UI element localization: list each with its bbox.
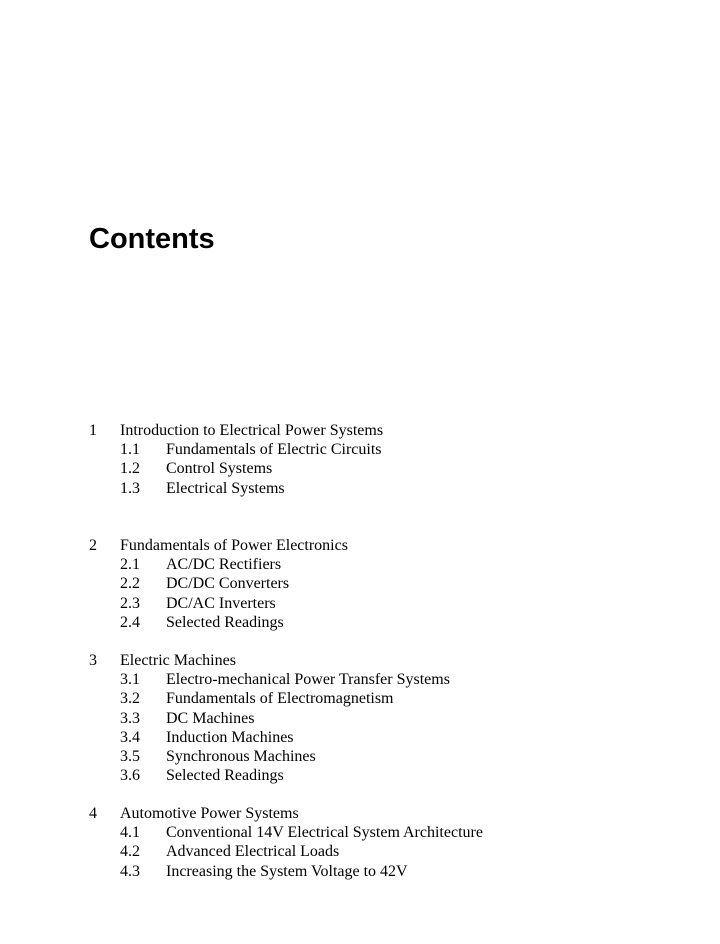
toc-chapter-1 [0,421,720,498]
toc-chapter-3 [0,651,720,785]
chapter-title: Electric Machines [120,652,236,669]
toc-section-entry[interactable] [0,555,720,574]
section-number: 4.1 [120,824,140,842]
section-number: 3.2 [120,690,140,708]
section-title: Synchronous Machines [166,747,316,765]
section-title: Fundamentals of Electromagnetism [166,690,394,708]
toc-chapter-entry[interactable] [0,804,720,823]
section-title: AC/DC Rectifiers [166,556,282,574]
section-title: Control Systems [166,460,273,478]
section-number: 4.3 [120,862,140,880]
section-number: 2.3 [120,594,140,612]
chapter-number: 4 [89,805,97,822]
section-title: Fundamentals of Electric Circuits [166,441,382,459]
toc-chapter-entry[interactable] [0,651,720,670]
section-number: 1.2 [120,460,140,478]
section-title: Electro-mechanical Power Transfer Systems [166,671,450,689]
chapter-number: 3 [89,652,97,669]
section-title: DC/DC Converters [166,575,290,593]
toc-section-entry[interactable] [0,670,720,689]
toc-section-entry[interactable] [0,459,720,478]
toc-section-entry[interactable] [0,594,720,613]
toc-section-entry[interactable] [0,728,720,747]
chapter-title: Automotive Power Systems [120,805,299,822]
section-title: Conventional 14V Electrical System Architecture [166,824,483,842]
chapter-number: 1 [89,422,97,439]
section-number: 4.2 [120,843,140,861]
section-number: 3.5 [120,747,140,765]
section-number: 1.1 [120,441,140,459]
section-number: 3.3 [120,709,140,727]
chapter-number: 2 [89,537,97,554]
toc-chapter-entry[interactable] [0,536,720,555]
toc-chapter-2 [0,536,720,632]
section-number: 3.1 [120,671,140,689]
section-title: Electrical Systems [166,479,285,497]
section-number: 2.2 [120,575,140,593]
toc-section-entry[interactable] [0,766,720,785]
toc-section-entry[interactable] [0,479,720,498]
section-number: 2.4 [120,613,140,631]
toc-section-entry[interactable] [0,842,720,861]
section-number: 3.6 [120,767,140,785]
toc-section-entry[interactable] [0,862,720,881]
chapter-title: Introduction to Electrical Power Systems [120,422,384,439]
toc-section-entry[interactable] [0,823,720,842]
toc-section-entry[interactable] [0,747,720,766]
section-number: 3.4 [120,728,140,746]
section-title: DC/AC Inverters [166,594,276,612]
section-number: 2.1 [120,556,140,574]
section-title: Increasing the System Voltage to 42V [166,862,408,880]
toc-section-entry[interactable] [0,613,720,632]
toc-section-entry[interactable] [0,689,720,708]
toc-section-entry[interactable] [0,440,720,459]
toc-section-entry[interactable] [0,574,720,593]
section-title: Selected Readings [166,767,284,785]
section-title: Advanced Electrical Loads [166,843,340,861]
section-number: 1.3 [120,479,140,497]
section-title: Selected Readings [166,613,284,631]
toc-chapter-4 [0,804,720,881]
section-title: DC Machines [166,709,255,727]
toc-section-entry[interactable] [0,709,720,728]
chapter-title: Fundamentals of Power Electronics [120,537,348,554]
page-title: Contents [89,223,215,255]
section-title: Induction Machines [166,728,294,746]
toc-chapter-entry[interactable] [0,421,720,440]
